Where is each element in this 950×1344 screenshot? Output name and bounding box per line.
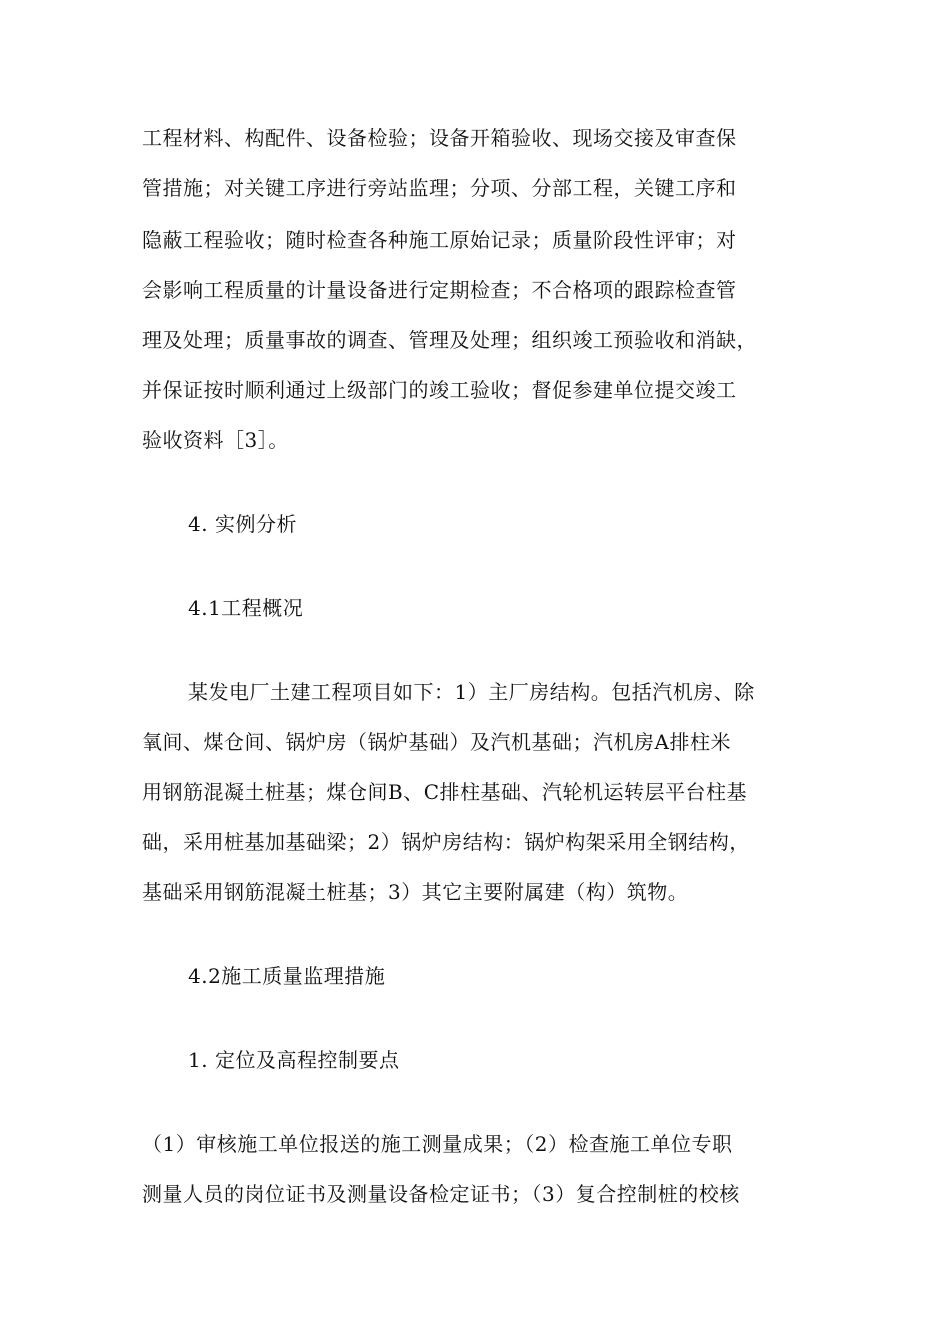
- subsection-heading-supervision-measures: 4.2施工质量监理措施: [188, 964, 386, 988]
- text-line: 并保证按时顺利通过上级部门的竣工验收；督促参建单位提交竣工: [142, 378, 737, 402]
- text-line: 隐蔽工程验收；随时检查各种施工原始记录；质量阶段性评审；对: [142, 228, 737, 252]
- text-line: 某发电厂土建工程项目如下：1）主厂房结构。包括汽机房、除: [188, 680, 755, 704]
- text-line: 工程材料、构配件、设备检验；设备开箱验收、现场交接及审查保: [142, 126, 737, 150]
- section-heading-case-analysis: 4. 实例分析: [188, 512, 297, 536]
- text-line: 会影响工程质量的计量设备进行定期检查；不合格项的跟踪检查管: [142, 278, 737, 302]
- text-line: 氧间、煤仓间、锅炉房（锅炉基础）及汽机基础；汽机房A排柱米: [142, 730, 731, 754]
- text-line: 础，采用桩基加基础梁；2）锅炉房结构：锅炉构架采用全钢结构，: [142, 830, 750, 854]
- text-line: 理及处理；质量事故的调查、管理及处理；组织竣工预验收和消缺，: [142, 328, 757, 352]
- item-heading-positioning-control: 1. 定位及高程控制要点: [188, 1048, 400, 1072]
- text-line: 测量人员的岗位证书及测量设备检定证书；（3）复合控制桩的校核: [142, 1182, 740, 1206]
- text-line: 基础采用钢筋混凝土桩基；3）其它主要附属建（构）筑物。: [142, 880, 689, 904]
- text-line: 用钢筋混凝土桩基；煤仓间B、C排柱基础、汽轮机运转层平台柱基: [142, 780, 747, 804]
- subsection-heading-project-overview: 4.1工程概况: [188, 596, 304, 620]
- text-line: 验收资料［3］。: [142, 428, 289, 452]
- text-line: 管措施；对关键工序进行旁站监理；分项、分部工程，关键工序和: [142, 176, 737, 200]
- text-line: （1）审核施工单位报送的施工测量成果；（2）检查施工单位专职: [142, 1132, 733, 1156]
